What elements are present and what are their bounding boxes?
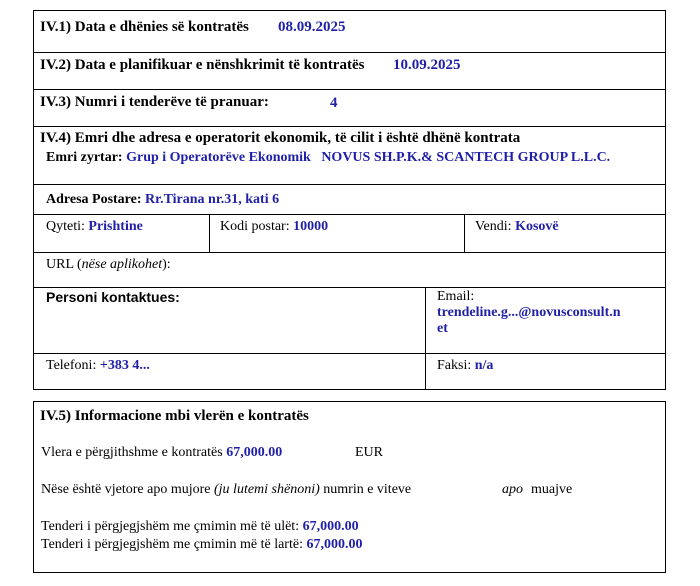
official-name-label: Emri zyrtar (46, 150, 118, 165)
signing-date-label: IV.2) Data e planifikuar e nënshkrimit të kontratës (40, 57, 365, 73)
lowest-price-label: Tenderi i përgjegjshëm me çmimin më të ulët: (41, 519, 300, 534)
total-value: 67,000.00 (226, 445, 283, 460)
phone-label: Telefoni: (46, 358, 97, 373)
official-name-value: Grup i Operatorëve Ekonomik NOVUS SH.P.K.& SCANTECH GROUP L.L.C. (126, 150, 611, 165)
section-iv2-row (34, 53, 665, 90)
postal-value: 10000 (293, 219, 329, 234)
phone-value: +383 4... (99, 358, 150, 373)
fax-value: n/a (474, 358, 494, 373)
section-iv4-title: IV.4) Emri dhe adresa e operatorit ekonomik, të cilit i është dhënë kontrata (40, 130, 521, 146)
phone-fax-row (34, 354, 665, 390)
highest-price-label: Tenderi i përgjegjshëm me çmimin më të lartë: (41, 537, 303, 552)
postal-cell (220, 219, 328, 235)
fax-cell (437, 358, 493, 374)
postal-label: Kodi postar: (220, 219, 290, 234)
annual-text-b: numrin e viteve (319, 482, 412, 497)
city-cell (46, 219, 143, 235)
contact-row (34, 288, 665, 354)
phone-cell (46, 358, 150, 374)
section-iv5-title: IV.5) Informacione mbi vlerën e kontratës (40, 408, 309, 424)
section-iv4-header (34, 127, 665, 185)
country-label: Vendi: (475, 219, 512, 234)
tenders-received-label: IV.3) Numri i tenderëve të pranuar: (40, 94, 269, 110)
section-iv3-row (34, 90, 665, 127)
contact-person-label: Personi kontaktues: (46, 289, 180, 305)
section-iv1-row (34, 11, 665, 53)
annual-text-a: Nëse është vjetore apo mujore (41, 482, 214, 497)
official-name-row: Emri zyrtar: Grup i Operatorëve Ekonomik NOVUS SH.P.K.& SCANTECH GROUP L.L.C. (46, 150, 611, 165)
annual-apo: apo (502, 482, 523, 497)
highest-price-value: 67,000.00 (306, 537, 363, 552)
address-row-content: Adresa Postare: Rr.Tirana nr.31, kati 6 (46, 192, 280, 207)
tenders-received-value: 4 (330, 95, 338, 111)
address-row (34, 185, 665, 215)
email-value-line1: trendeline.g...@novusconsult.n (437, 305, 621, 320)
address-label: Adresa Postare (46, 192, 137, 207)
annual-text-italic: (ju lutemi shënoni) (214, 482, 320, 497)
email-label: Email: (437, 289, 475, 304)
url-label-italic: nëse aplikohet (81, 257, 163, 272)
email-value-line2: et (437, 321, 448, 336)
fax-label: Faksi: (437, 358, 472, 373)
signing-date-value: 10.09.2025 (393, 57, 461, 73)
annual-months: muajve (531, 482, 573, 497)
total-value-label: Vlera e përgjithshme e kontratës (41, 445, 223, 460)
url-cell (46, 257, 171, 273)
contract-award-table (33, 10, 666, 390)
country-cell (475, 219, 559, 235)
city-postal-country-row (34, 215, 665, 253)
lowest-price-row (41, 519, 359, 535)
lowest-price-value: 67,000.00 (302, 519, 359, 534)
award-date-label: IV.1) Data e dhënies së kontratës (40, 19, 249, 35)
annual-monthly-row (41, 482, 411, 498)
address-value: Rr.Tirana nr.31, kati 6 (145, 192, 280, 207)
contract-value-section (33, 401, 666, 573)
total-value-row (41, 445, 282, 461)
currency: EUR (355, 445, 383, 460)
city-value: Prishtine (88, 219, 143, 234)
url-row (34, 253, 665, 288)
city-label: Qyteti: (46, 219, 85, 234)
country-value: Kosovë (515, 219, 559, 234)
highest-price-row (41, 537, 362, 553)
url-label-end: ): (162, 257, 171, 272)
url-label-start: URL ( (46, 257, 82, 272)
award-date-value: 08.09.2025 (278, 19, 346, 35)
